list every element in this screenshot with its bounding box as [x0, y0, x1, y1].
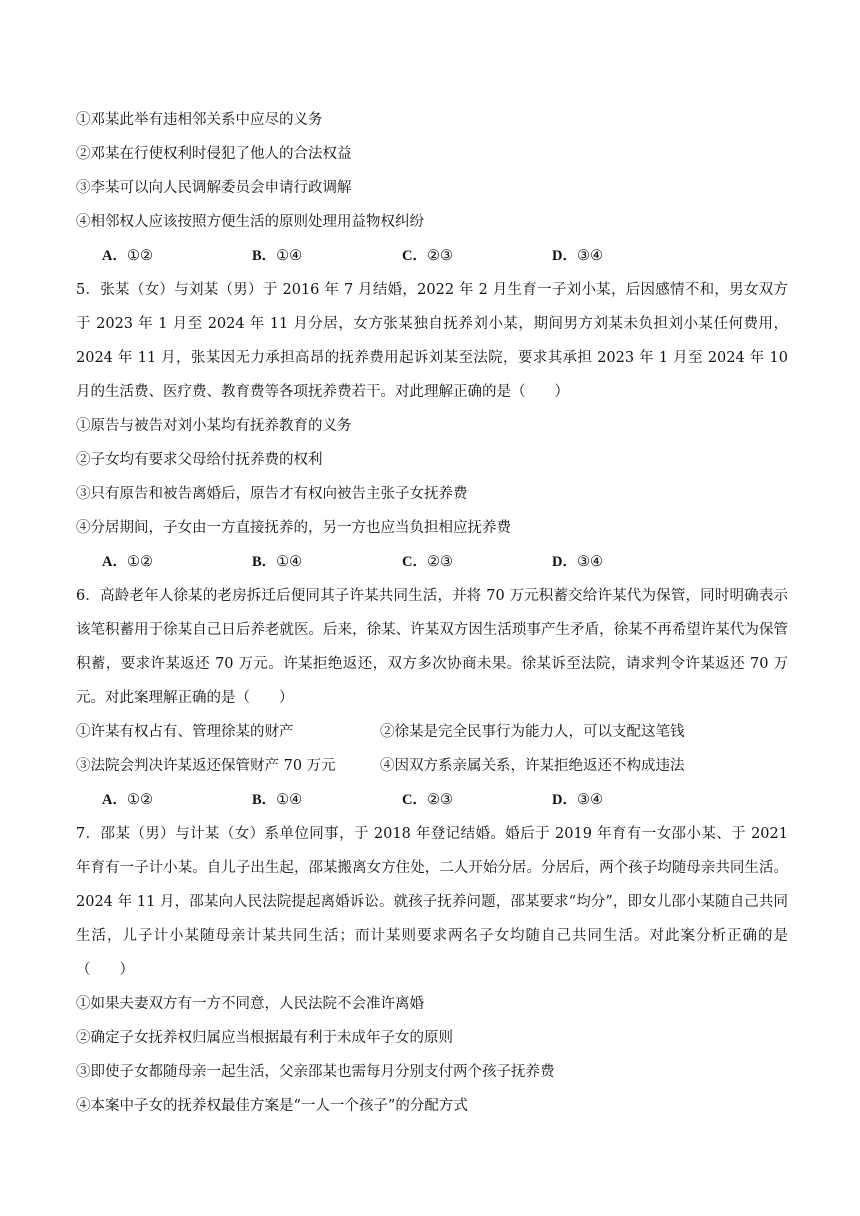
q6-item-4: ④因双方系亲属关系，许某拒绝返还不构成违法	[380, 758, 685, 774]
q5-option-a: A．①②	[102, 554, 153, 570]
q7-item-2: ②确定子女抚养权归属应当根据最有利于未成年子女的原则	[76, 1030, 453, 1046]
q4-item-1: ①邓某此举有违相邻关系中应尽的义务	[76, 112, 323, 128]
document-page	[76, 108, 788, 1128]
q6-item-3: ③法院会判决许某返还保管财产 70 万元	[76, 758, 336, 774]
q6-item-1: ①许某有权占有、管理徐某的财产	[76, 724, 294, 740]
q5-item-1: ①原告与被告对刘小某均有抚养教育的义务	[76, 418, 352, 434]
q6-option-b: B．①④	[252, 792, 303, 808]
q6-options	[76, 788, 788, 812]
q4-options	[76, 244, 788, 268]
q6-items-row-1	[76, 720, 788, 744]
q6-stem: 6．高龄老年人徐某的老房拆迁后便同其子许某共同生活，并将 70 万元积蓄交给许某代为保管，同时明确表示该笔积蓄用于徐某自己日后养老就医。后来，徐某、许某双方因生活琐事产生矛盾，徐某不再希望许某代为保管积蓄，要求许某返还 70 万元。许某拒绝返还，双方多次协商未果。徐某诉至法院，请求判令许某返还 70 万元。对此案理解正确的是（ ）	[76, 588, 788, 706]
q5-item-4: ④分居期间，子女由一方直接抚养的，另一方也应当负担相应抚养费	[76, 520, 511, 536]
q6-option-d: D．③④	[552, 792, 603, 808]
q4-item-2: ②邓某在行使权利时侵犯了他人的合法权益	[76, 146, 352, 162]
q4-option-c: C．②③	[402, 248, 453, 264]
q5-option-b: B．①④	[252, 554, 303, 570]
q4-option-a: A．①②	[102, 248, 153, 264]
q4-option-d: D．③④	[552, 248, 603, 264]
q7-item-3: ③即使子女都随母亲一起生活，父亲邵某也需每月分别支付两个孩子抚养费	[76, 1064, 555, 1080]
q7-stem: 7．邵某（男）与计某（女）系单位同事，于 2018 年登记结婚。婚后于 2019 年育有一女邵小某、于 2021 年育有一子计小某。自儿子出生起，邵某搬离女方住处，二人开始分居。分居后，两个孩子均随母亲共同生活。2024 年 11 月，邵某向人民法院提起离婚诉讼。就孩子抚养问题，邵某要求“均分”，即女儿邵小某随自己共同生活，儿子计小某随母亲计某共同生活；而计某则要求两名子女均随自己共同生活。对此案分析正确的是（ ）	[76, 826, 788, 978]
q4-option-b: B．①④	[252, 248, 303, 264]
q7-item-4: ④本案中子女的抚养权最佳方案是“一人一个孩子”的分配方式	[76, 1098, 468, 1114]
q5-option-c: C．②③	[402, 554, 453, 570]
q4-item-3: ③李某可以向人民调解委员会申请行政调解	[76, 180, 352, 196]
q5-item-3: ③只有原告和被告离婚后，原告才有权向被告主张子女抚养费	[76, 486, 468, 502]
q6-option-a: A．①②	[102, 792, 153, 808]
q5-stem: 5．张某（女）与刘某（男）于 2016 年 7 月结婚，2022 年 2 月生育一子刘小某，后因感情不和，男女双方于 2023 年 1 月至 2024 年 11 月分居，女方张某独自抚养刘小某，期间男方刘某未负担刘小某任何费用，2024 年 11 月，张某因无力承担高昂的抚养费用起诉刘某至法院，要求其承担 2023 年 1 月至 2024 年 10 月的生活费、医疗费、教育费等各项抚养费若干。对此理解正确的是（ ）	[76, 282, 788, 400]
q5-item-2: ②子女均有要求父母给付抚养费的权利	[76, 452, 323, 468]
q6-items-row-2	[76, 754, 788, 778]
q7-item-1: ①如果夫妻双方有一方不同意，人民法院不会准许离婚	[76, 996, 424, 1012]
q6-item-2: ②徐某是完全民事行为能力人，可以支配这笔钱	[380, 724, 685, 740]
q4-item-4: ④相邻权人应该按照方便生活的原则处理用益物权纠纷	[76, 214, 424, 230]
q6-option-c: C．②③	[402, 792, 453, 808]
q5-option-d: D．③④	[552, 554, 603, 570]
q5-options	[76, 550, 788, 574]
